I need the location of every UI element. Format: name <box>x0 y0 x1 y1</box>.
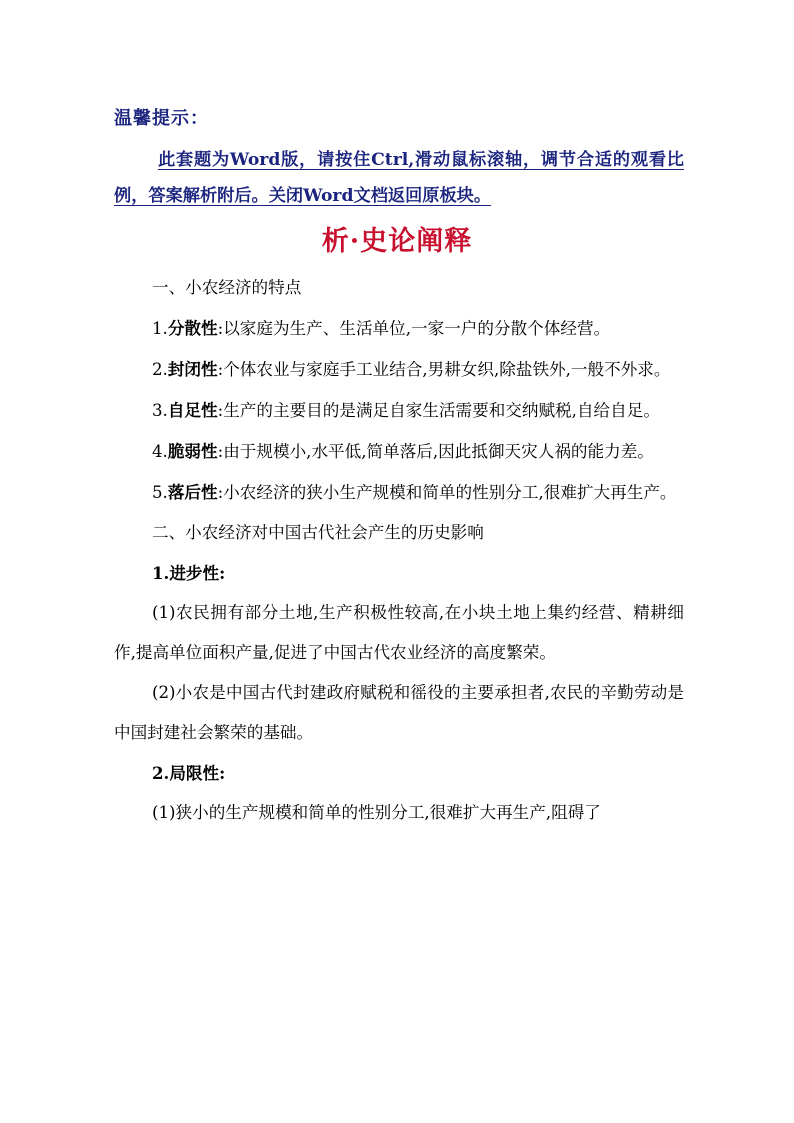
item-number: 1. <box>152 319 168 338</box>
list-item <box>114 349 684 390</box>
item-number: 3. <box>152 401 168 420</box>
paragraph: (1)狭小的生产规模和简单的性别分工,很难扩大再生产,阻碍了 <box>152 803 601 822</box>
item-text: :以家庭为生产、生活单位,一家一户的分散个体经营。 <box>217 319 611 338</box>
item-text: :小农经济的狭小生产规模和简单的性别分工,很难扩大再生产。 <box>217 483 677 502</box>
item-term: 落后性 <box>167 482 218 502</box>
list-item <box>114 472 684 513</box>
item-term: 封闭性 <box>167 359 218 379</box>
item-term: 自足性 <box>167 400 218 420</box>
item-number: 4. <box>152 442 168 461</box>
document-body <box>114 268 684 833</box>
paragraph: (2)小农是中国古代封建政府赋税和徭役的主要承担者,农民的辛勤劳动是中国封建社会繁荣的基础。 <box>114 683 684 742</box>
subsection-label-limitations: 2.局限性: <box>152 763 226 783</box>
tip-block <box>114 104 684 214</box>
list-item <box>114 308 684 349</box>
list-item <box>114 431 684 472</box>
item-text: :生产的主要目的是满足自家生活需要和交纳赋税,自给自足。 <box>217 401 660 420</box>
subsection-label-progressive: 1.进步性: <box>152 563 226 583</box>
section-title-characteristics: 一、小农经济的特点 <box>152 278 302 297</box>
item-term: 分散性 <box>167 318 218 338</box>
item-number: 2. <box>152 360 168 379</box>
item-number: 5. <box>152 483 168 502</box>
item-term: 脆弱性 <box>167 441 218 461</box>
paragraph: (1)农民拥有部分土地,生产积极性较高,在小块土地上集约经营、精耕细作,提高单位面积产量,促进了中国古代农业经济的高度繁荣。 <box>114 603 684 662</box>
tip-text: 此套题为Word版，请按住Ctrl,滑动鼠标滚轴，调节合适的观看比例，答案解析附后。关闭Word文档返回原板块。 <box>114 150 684 206</box>
section-heading: 析·史论阐释 <box>321 226 473 257</box>
list-item <box>114 390 684 431</box>
section-title-impact: 二、小农经济对中国古代社会产生的历史影响 <box>152 523 484 542</box>
item-text: :个体农业与家庭手工业结合,男耕女织,除盐铁外,一般不外求。 <box>217 360 671 379</box>
item-text: :由于规模小,水平低,简单落后,因此抵御天灾人祸的能力差。 <box>217 442 654 461</box>
tip-title: 温馨提示： <box>114 108 209 129</box>
